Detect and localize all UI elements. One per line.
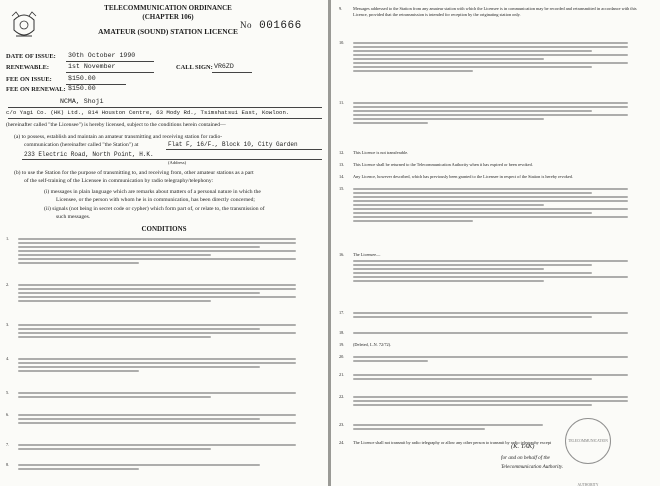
condition-5 bbox=[6, 390, 320, 412]
condition-number: 11. bbox=[339, 100, 345, 105]
condition-number: 16. bbox=[339, 252, 345, 257]
condition-number: 9. bbox=[339, 6, 343, 11]
fee-on-renewal-value: $150.00 bbox=[68, 85, 96, 92]
condition-number: 17. bbox=[339, 310, 345, 315]
condition-24-text: The Licence shall not transmit by radio telegraphy or allow any other person to transmit by radio telegraphy except bbox=[353, 440, 552, 445]
renewable-value: 1st November bbox=[68, 63, 116, 70]
condition-12-text: This Licence is not transferable. bbox=[353, 150, 409, 155]
conditions-title: CONDITIONS bbox=[141, 225, 187, 233]
clause-b-i-line-2: Licensee, or the person with whom he is in communication, has been directly concerned; bbox=[56, 197, 255, 203]
condition-3 bbox=[6, 322, 320, 356]
condition-number: 14. bbox=[339, 174, 345, 179]
clause-b-line-1: (b) to use the Station for the purpose of transmitting to, and receiving from, other amateur stations as a part bbox=[14, 170, 254, 176]
licence-front-page bbox=[0, 0, 328, 486]
station-location: Flat F, 16/F., Block 10, City Garden bbox=[168, 141, 298, 148]
fee-on-renewal-label: FEE ON RENEWAL: bbox=[6, 86, 66, 93]
condition-number: 3. bbox=[6, 322, 10, 327]
serial-value: 001666 bbox=[259, 20, 302, 32]
call-sign-value: VR6ZD bbox=[214, 63, 234, 70]
address-caption: (Address) bbox=[168, 160, 187, 165]
licence-type-title: AMATEUR (SOUND) STATION LICENCE bbox=[98, 27, 238, 36]
licensee-address: c/o Yagi Co. (HK) Ltd., 814 Houston Centre, 63 Mody Rd., Tsimshatsui East, Kowloon. bbox=[6, 109, 290, 116]
condition-number: 23. bbox=[339, 422, 345, 427]
condition-20 bbox=[339, 354, 652, 368]
condition-9 bbox=[339, 6, 652, 36]
clause-b-line-2: of the self-training of the Licensee in communication by radio telegraphy/telephony: bbox=[24, 178, 214, 184]
condition-9-text: Messages addressed to the Station from any amateur station with which the Licensee is in communication may be recorded and retransmitted in accordance with this Licence, provided that the retransmission is intended for reception by the originating station only. bbox=[353, 6, 637, 17]
condition-number: 6. bbox=[6, 412, 10, 417]
date-of-issue-value: 30th October 1990 bbox=[68, 52, 136, 59]
call-sign-label: CALL SIGN: bbox=[176, 64, 213, 71]
signature-for-line: for and on behalf of the bbox=[501, 455, 550, 461]
condition-14 bbox=[339, 174, 652, 182]
condition-number: 8. bbox=[6, 462, 10, 467]
condition-21 bbox=[339, 372, 652, 392]
coat-of-arms-icon bbox=[10, 8, 38, 42]
fee-on-issue-value: $150.00 bbox=[68, 75, 96, 82]
clause-b-i-line-1: (i) messages in plain language which are remarks about matters of a personal nature in which the bbox=[44, 189, 261, 195]
condition-16 bbox=[339, 252, 652, 306]
condition-18 bbox=[339, 330, 652, 338]
condition-22 bbox=[339, 394, 652, 420]
condition-number: 12. bbox=[339, 150, 345, 155]
condition-14-text: Any Licence, however described, which has previously been granted to the Licensee in respect of the Station is hereby revoked. bbox=[353, 174, 574, 179]
renewable-label: RENEWABLE: bbox=[6, 64, 49, 71]
condition-number: 5. bbox=[6, 390, 10, 395]
condition-number: 24. bbox=[339, 440, 345, 445]
condition-number: 13. bbox=[339, 162, 345, 167]
condition-number: 10. bbox=[339, 40, 345, 45]
condition-11 bbox=[339, 100, 652, 144]
condition-2 bbox=[6, 282, 320, 322]
condition-16-text: The Licensee— bbox=[353, 252, 381, 257]
stamp-text: TELECOMMUNICATION AUTHORITY bbox=[568, 439, 608, 486]
condition-number: 20. bbox=[339, 354, 345, 359]
date-of-issue-label: DATE OF ISSUE: bbox=[6, 53, 56, 60]
fee-on-issue-label: FEE ON ISSUE: bbox=[6, 76, 52, 83]
condition-number: 1. bbox=[6, 236, 10, 241]
condition-19-text: (Deleted, L.N. 72/72). bbox=[353, 342, 392, 347]
licensee-name: NCMA, Shoji bbox=[60, 98, 104, 105]
condition-13 bbox=[339, 162, 652, 170]
condition-19 bbox=[339, 342, 652, 350]
chapter-title: (CHAPTER 106) bbox=[142, 13, 194, 21]
condition-8 bbox=[6, 462, 320, 482]
condition-1 bbox=[6, 236, 320, 280]
licence-conditions-page bbox=[331, 0, 660, 486]
condition-10 bbox=[339, 40, 652, 98]
condition-number: 15. bbox=[339, 186, 345, 191]
condition-4 bbox=[6, 356, 320, 390]
ordinance-title: TELECOMMUNICATION ORDINANCE bbox=[104, 4, 232, 12]
station-location-line-2: 233 Electric Road, North Point, H.K. bbox=[24, 151, 154, 158]
signature-authority: Telecommunication Authority. bbox=[501, 464, 564, 470]
clause-b-ii-line-1: (ii) signals (not being in secret code or cypher) which form part of, or relate to, the transmission of bbox=[44, 206, 265, 212]
condition-23 bbox=[339, 422, 560, 438]
condition-number: 2. bbox=[6, 282, 10, 287]
signature-name: (K. TAK) bbox=[511, 443, 535, 450]
condition-number: 22. bbox=[339, 394, 345, 399]
condition-number: 4. bbox=[6, 356, 10, 361]
clause-a-line-1: (a) to possess, establish and maintain an amateur transmitting and receiving station for radio- bbox=[14, 134, 223, 140]
condition-7 bbox=[6, 442, 320, 462]
condition-number: 19. bbox=[339, 342, 345, 347]
official-stamp bbox=[565, 418, 611, 486]
condition-15 bbox=[339, 186, 652, 248]
condition-13-text: This Licence shall be returned to the Telecommunication Authority when it has expired or been revoked. bbox=[353, 162, 533, 167]
condition-6 bbox=[6, 412, 320, 442]
condition-number: 21. bbox=[339, 372, 345, 377]
condition-number: 7. bbox=[6, 442, 10, 447]
condition-12 bbox=[339, 150, 652, 158]
condition-number: 18. bbox=[339, 330, 345, 335]
serial-number bbox=[240, 20, 302, 32]
clause-b-ii-line-2: such messages. bbox=[56, 214, 91, 220]
licensee-note: (hereinafter called "the Licensee") is hereby licensed, subject to the conditions herein contained— bbox=[6, 122, 226, 128]
condition-17 bbox=[339, 310, 652, 328]
serial-prefix: No bbox=[240, 20, 252, 30]
clause-a-line-2: communication (hereinafter called "the Station") at bbox=[24, 142, 139, 148]
